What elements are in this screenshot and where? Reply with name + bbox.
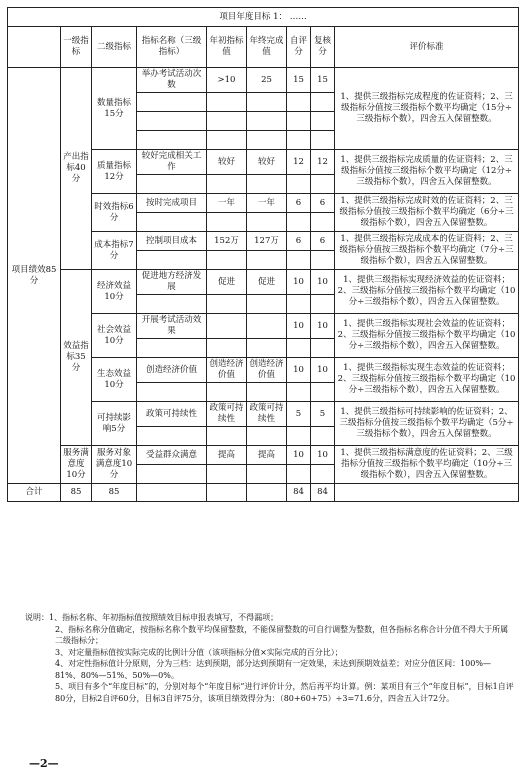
self-score bbox=[287, 112, 311, 131]
actual-value bbox=[247, 427, 287, 446]
recheck-score bbox=[311, 295, 335, 314]
level2-cell: 可持续影响5分 bbox=[92, 402, 137, 446]
actual-value bbox=[247, 112, 287, 131]
recheck-score bbox=[311, 93, 335, 112]
actual-value bbox=[247, 251, 287, 270]
initial-value: 较好 bbox=[207, 150, 247, 175]
actual-value bbox=[247, 131, 287, 150]
initial-value bbox=[207, 213, 247, 232]
note-line: 5、项目有多个“年度目标”的，分别对每个“年度目标”进行评价计分，然后再平均计算。例：某项目有三个“年度目标”，目标1自评80分，目标2自评60分，目标3自评75分，该项目绩效得分为：（80+60+75）÷3=71.6分，四舍五入计72分。 bbox=[55, 682, 514, 703]
initial-value: >10 bbox=[207, 68, 247, 93]
initial-value bbox=[207, 93, 247, 112]
self-score bbox=[287, 131, 311, 150]
recheck-score bbox=[311, 213, 335, 232]
indicator-name: 控制项目成本 bbox=[137, 232, 207, 251]
recheck-score: 10 bbox=[311, 270, 335, 295]
header-initial: 年初指标值 bbox=[207, 27, 247, 68]
recheck-score bbox=[311, 427, 335, 446]
indicator-name bbox=[137, 465, 207, 484]
criteria-cell: 1、提供三级指标实现经济效益的佐证资料；2、三级指标分值按三级指标个数平均确定（10分÷三级指标个数），四舍五入保留整数。 bbox=[335, 270, 519, 314]
header-recheck: 复核分 bbox=[311, 27, 335, 68]
indicator-name: 较好完成相关工作 bbox=[137, 150, 207, 175]
self-score bbox=[287, 427, 311, 446]
indicator-name bbox=[137, 175, 207, 194]
level2-cell: 数量指标15分 bbox=[92, 68, 137, 150]
actual-value bbox=[247, 383, 287, 402]
actual-value bbox=[247, 175, 287, 194]
header-self: 自评分 bbox=[287, 27, 311, 68]
actual-value: 一年 bbox=[247, 194, 287, 213]
recheck-score bbox=[311, 112, 335, 131]
total-level2: 85 bbox=[92, 484, 137, 502]
page-number: —2— bbox=[29, 757, 59, 770]
indicator-name: 受益群众满意 bbox=[137, 446, 207, 465]
self-score: 10 bbox=[287, 270, 311, 295]
total-recheck: 84 bbox=[311, 484, 335, 502]
initial-value bbox=[207, 295, 247, 314]
self-score: 6 bbox=[287, 194, 311, 213]
self-score: 12 bbox=[287, 150, 311, 175]
indicator-name: 开展考试活动效果 bbox=[137, 314, 207, 339]
root-cell: 项目绩效85分 bbox=[8, 68, 61, 484]
notes-section bbox=[25, 612, 515, 704]
level2-cell: 时效指标6分 bbox=[92, 194, 137, 232]
self-score bbox=[287, 465, 311, 484]
table-row bbox=[8, 68, 519, 93]
initial-value bbox=[207, 251, 247, 270]
criteria-cell: 1、提供三级指标满意度的佐证资料；2、三级指标分值按三级指标个数平均确定（10分÷三级指标个数），四舍五入保留整数。 bbox=[335, 446, 519, 484]
indicator-name bbox=[137, 213, 207, 232]
initial-value: 一年 bbox=[207, 194, 247, 213]
total-blank bbox=[207, 484, 247, 502]
actual-value bbox=[247, 295, 287, 314]
initial-value bbox=[207, 131, 247, 150]
initial-value bbox=[207, 383, 247, 402]
goal-row bbox=[8, 8, 519, 27]
level2-cell: 成本指标7分 bbox=[92, 232, 137, 270]
level2-cell: 服务对象满意度10分 bbox=[92, 446, 137, 484]
self-score bbox=[287, 93, 311, 112]
note-line: 2、指标名称分值确定，按指标名称个数平均保留整数，不能保留整数的可自行调整为整数，但各指标名称合计分值不得大于所属二级指标分； bbox=[55, 624, 509, 645]
actual-value bbox=[247, 314, 287, 339]
level2-cell: 质量指标12分 bbox=[92, 150, 137, 194]
header-name: 指标名称（三级指标） bbox=[137, 27, 207, 68]
evaluation-table bbox=[7, 7, 519, 502]
indicator-name bbox=[137, 383, 207, 402]
total-row bbox=[8, 484, 519, 502]
self-score: 5 bbox=[287, 402, 311, 427]
criteria-cell: 1、提供三级指标完成程度的佐证资料；2、三级指标分值按三级指标个数平均确定（15分÷三级指标个数），四舍五入保留整数。 bbox=[335, 68, 519, 150]
recheck-score: 6 bbox=[311, 232, 335, 251]
indicator-name: 举办考试活动次数 bbox=[137, 68, 207, 93]
goal-line: 项目年度目标 1： …… bbox=[8, 8, 519, 27]
initial-value: 促进 bbox=[207, 270, 247, 295]
self-score bbox=[287, 213, 311, 232]
recheck-score bbox=[311, 383, 335, 402]
recheck-score bbox=[311, 175, 335, 194]
recheck-score: 6 bbox=[311, 194, 335, 213]
total-blank bbox=[247, 484, 287, 502]
criteria-cell: 1、提供三级指标可持续影响的佐证资料；2、三级指标分值按三级指标个数平均确定（5分÷三级指标个数），四舍五入保留整数。 bbox=[335, 402, 519, 446]
indicator-name bbox=[137, 251, 207, 270]
recheck-score: 15 bbox=[311, 68, 335, 93]
actual-value bbox=[247, 465, 287, 484]
actual-value: 促进 bbox=[247, 270, 287, 295]
header-level2: 二级指标 bbox=[92, 27, 137, 68]
actual-value bbox=[247, 339, 287, 358]
actual-value: 提高 bbox=[247, 446, 287, 465]
criteria-cell: 1、提供三级指标完成成本的佐证资料；2、三级指标分值按三级指标个数平均确定（7分÷三级指标个数），四舍五入保留整数。 bbox=[335, 232, 519, 270]
note-line: 3、对定量指标值按实际完成的比例计分值（该项指标分值×实际完成的百分比）； bbox=[55, 647, 343, 657]
level2-cell: 经济效益10分 bbox=[92, 270, 137, 314]
header-blank bbox=[8, 27, 61, 68]
self-score: 10 bbox=[287, 446, 311, 465]
initial-value bbox=[207, 112, 247, 131]
initial-value bbox=[207, 339, 247, 358]
criteria-cell: 1、提供三级指标实现社会效益的佐证资料；2、三级指标分值按三级指标个数平均确定（10分÷三级指标个数），四舍五入保留整数。 bbox=[335, 314, 519, 358]
initial-value bbox=[207, 314, 247, 339]
header-row bbox=[8, 27, 519, 68]
total-blank bbox=[335, 484, 519, 502]
evaluation-sheet bbox=[7, 7, 518, 770]
indicator-name: 促进地方经济发展 bbox=[137, 270, 207, 295]
total-level1: 85 bbox=[61, 484, 92, 502]
recheck-score bbox=[311, 131, 335, 150]
level2-cell: 社会效益10分 bbox=[92, 314, 137, 358]
recheck-score: 10 bbox=[311, 358, 335, 383]
indicator-name bbox=[137, 112, 207, 131]
level2-cell: 生态效益10分 bbox=[92, 358, 137, 402]
table-row bbox=[8, 446, 519, 465]
header-level1: 一级指标 bbox=[61, 27, 92, 68]
level1-cell: 产出指标40分 bbox=[61, 68, 92, 270]
indicator-name bbox=[137, 131, 207, 150]
actual-value: 创造经济价值 bbox=[247, 358, 287, 383]
self-score bbox=[287, 175, 311, 194]
initial-value: 创造经济价值 bbox=[207, 358, 247, 383]
actual-value: 较好 bbox=[247, 150, 287, 175]
initial-value bbox=[207, 465, 247, 484]
criteria-cell: 1、提供三级指标实现生态效益的佐证资料；2、三级指标分值按三级指标个数平均确定（10分÷三级指标个数），四舍五入保留整数。 bbox=[335, 358, 519, 402]
initial-value bbox=[207, 427, 247, 446]
initial-value: 提高 bbox=[207, 446, 247, 465]
self-score bbox=[287, 295, 311, 314]
indicator-name: 政策可持续性 bbox=[137, 402, 207, 427]
initial-value bbox=[207, 175, 247, 194]
note-line: 说明：1、指标名称、年初指标值按照绩效目标申报表填写，不得漏项； bbox=[25, 613, 279, 622]
recheck-score: 12 bbox=[311, 150, 335, 175]
actual-value: 政策可持续性 bbox=[247, 402, 287, 427]
self-score bbox=[287, 339, 311, 358]
indicator-name bbox=[137, 339, 207, 358]
indicator-name bbox=[137, 427, 207, 446]
actual-value bbox=[247, 213, 287, 232]
total-self: 84 bbox=[287, 484, 311, 502]
criteria-cell: 1、提供三级指标完成时效的佐证资料；2、三级指标分值按三级指标个数平均确定（6分÷三级指标个数），四舍五入保留整数。 bbox=[335, 194, 519, 232]
indicator-name: 创造经济价值 bbox=[137, 358, 207, 383]
recheck-score bbox=[311, 251, 335, 270]
self-score bbox=[287, 251, 311, 270]
self-score bbox=[287, 383, 311, 402]
header-criteria: 评价标准 bbox=[335, 27, 519, 68]
indicator-name bbox=[137, 93, 207, 112]
self-score: 6 bbox=[287, 232, 311, 251]
recheck-score bbox=[311, 339, 335, 358]
actual-value bbox=[247, 93, 287, 112]
recheck-score bbox=[311, 465, 335, 484]
recheck-score: 10 bbox=[311, 314, 335, 339]
note-line: 4、对定性指标值计分原则，分为三档：达到预期，部分达到预期有一定效果，未达到预期效益差；对应分值区间：100%—81%、80%—51%、50%—0%。 bbox=[55, 659, 491, 680]
initial-value: 政策可持续性 bbox=[207, 402, 247, 427]
indicator-name: 按时完成项目 bbox=[137, 194, 207, 213]
self-score: 10 bbox=[287, 314, 311, 339]
table-row bbox=[8, 270, 519, 295]
self-score: 15 bbox=[287, 68, 311, 93]
criteria-cell: 1、提供三级指标完成质量的佐证资料；2、三级指标分值按三级指标个数平均确定（12分÷三级指标个数），四舍五入保留整数。 bbox=[335, 150, 519, 194]
actual-value: 25 bbox=[247, 68, 287, 93]
total-blank bbox=[137, 484, 207, 502]
indicator-name bbox=[137, 295, 207, 314]
initial-value: 152万 bbox=[207, 232, 247, 251]
level1-cell: 服务满意度10分 bbox=[61, 446, 92, 484]
recheck-score: 5 bbox=[311, 402, 335, 427]
self-score: 10 bbox=[287, 358, 311, 383]
recheck-score: 10 bbox=[311, 446, 335, 465]
header-actual: 年终完成值 bbox=[247, 27, 287, 68]
actual-value: 127万 bbox=[247, 232, 287, 251]
total-label: 合计 bbox=[8, 484, 61, 502]
level1-cell: 效益指标35分 bbox=[61, 270, 92, 446]
